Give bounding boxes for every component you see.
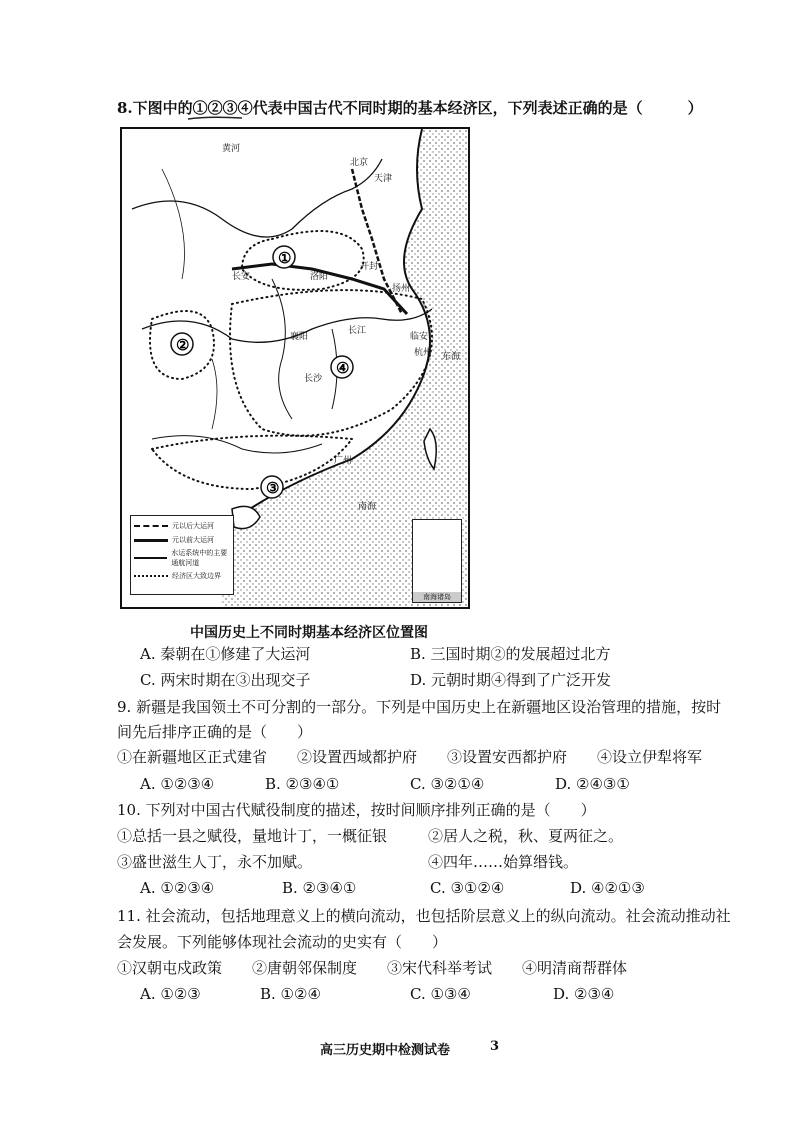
q9-option-d: D. ②④③①: [555, 775, 630, 793]
q11-option-b: B. ①②④: [260, 985, 321, 1003]
q10-item-4: ④四年……始算缗钱。: [428, 853, 579, 871]
q10-option-a: A. ①②③④: [140, 879, 215, 897]
q9-stem-line1: 9. 新疆是我国领土不可分割的一部分。下列是中国历史上在新疆地区设治管理的措施，按时: [117, 698, 722, 716]
place-label: 广州: [334, 456, 353, 466]
place-label: 洛阳: [310, 272, 329, 282]
q8-option-d: D. 元朝时期④得到了广泛开发: [410, 671, 612, 689]
page-number: 3: [490, 1039, 500, 1054]
south-sea-islands-inset: [412, 519, 462, 603]
region-4-label: ④: [336, 359, 350, 377]
q10-option-c: C. ③①②④: [430, 879, 505, 897]
q11-stem-line2: 会发展。下列能够体现社会流动的史实有（ ）: [117, 933, 448, 951]
q10-item-1: ①总括一县之赋役，量地计丁，一概征银: [117, 827, 388, 845]
exam-title-footer: 高三历史期中检测试卷: [320, 1043, 451, 1058]
q8-option-a: A. 秦朝在①修建了大运河: [140, 645, 311, 663]
q9-option-a: A. ①②③④: [140, 775, 215, 793]
q8-stem: 8.下图中的①②③④代表中国古代不同时期的基本经济区，下列表述正确的是（ ）: [117, 99, 703, 117]
q11-option-d: D. ②③④: [553, 985, 615, 1003]
place-label: 杭州: [414, 348, 433, 358]
q10-item-3: ③盛世滋生人丁，永不加赋。: [117, 853, 313, 871]
region-3-label: ③: [266, 479, 280, 497]
q11-option-a: A. ①②③: [140, 985, 201, 1003]
legend-item: 水运系统中的主要通航河道: [171, 549, 228, 567]
q11-option-c: C. ①③④: [410, 985, 471, 1003]
place-label: 长安: [232, 272, 251, 282]
place-label: 东海: [442, 352, 461, 362]
q9-stem-line2: 间先后排序正确的是（ ）: [117, 723, 313, 741]
place-label: 黄河: [222, 144, 241, 154]
place-label: 开封: [360, 262, 379, 272]
region-1-label: ①: [278, 249, 292, 267]
q10-item-2: ②居人之税，秋、夏两征之。: [428, 827, 624, 845]
region-2-label: ②: [176, 336, 190, 354]
place-label: 南海: [358, 502, 377, 512]
economic-region-map: [120, 127, 470, 609]
place-label: 北京: [350, 158, 369, 168]
q10-option-b: B. ②③④①: [282, 879, 357, 897]
legend-item: 经济区大致边界: [172, 572, 221, 580]
q9-items: ①在新疆地区正式建省 ②设置西域都护府 ③设置安西都护府 ④设立伊犁将军: [117, 748, 703, 766]
q9-option-c: C. ③②①④: [410, 775, 485, 793]
place-label: 襄阳: [290, 332, 309, 342]
place-label: 长江: [348, 326, 367, 336]
map-legend: [130, 515, 234, 595]
map-caption: 中国历史上不同时期基本经济区位置图: [190, 625, 428, 641]
q9-option-b: B. ②③④①: [265, 775, 340, 793]
place-label: 长沙: [304, 374, 323, 384]
q10-stem: 10. 下列对中国古代赋役制度的描述，按时间顺序排列正确的是（ ）: [117, 801, 596, 819]
q10-option-d: D. ④②①③: [570, 879, 645, 897]
inset-label: 南海诸岛: [413, 592, 461, 602]
place-label: 天津: [374, 174, 393, 184]
q8-option-b: B. 三国时期②的发展超过北方: [410, 645, 611, 663]
q11-items: ①汉朝屯戍政策 ②唐朝邻保制度 ③宋代科举考试 ④明清商帮群体: [117, 959, 628, 977]
place-label: 临安: [410, 332, 429, 342]
place-label: 扬州: [392, 284, 411, 294]
q8-option-c: C. 两宋时期在③出现交子: [140, 671, 311, 689]
handwritten-underline: [187, 116, 243, 120]
legend-item: 元以前大运河: [172, 536, 214, 544]
legend-item: 元以后大运河: [172, 522, 214, 530]
q11-stem-line1: 11. 社会流动，包括地理意义上的横向流动，也包括阶层意义上的纵向流动。社会流动推动社: [117, 907, 731, 925]
